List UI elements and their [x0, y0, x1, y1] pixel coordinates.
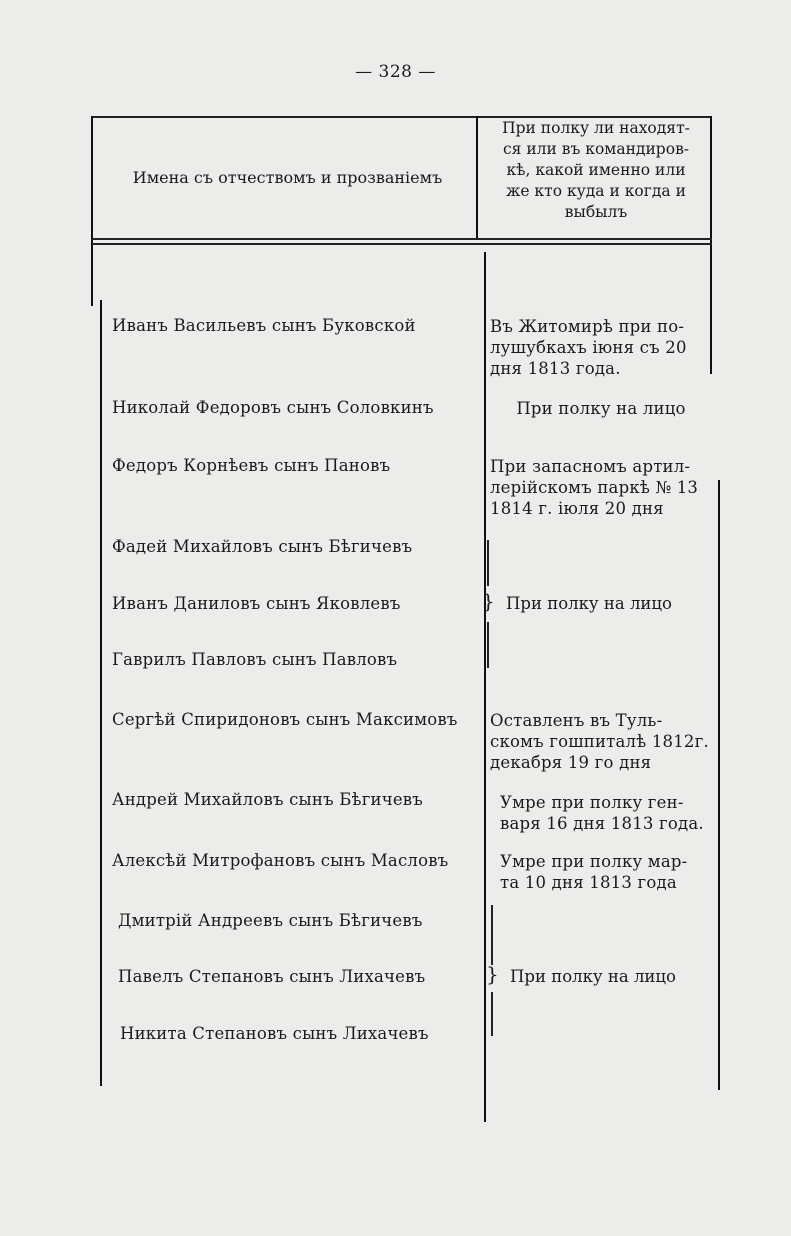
table-row-name: Гаврилъ Павловъ сынъ Павловъ	[112, 650, 398, 669]
table-row-name: Николай Федоровъ сынъ Соловкинъ	[112, 398, 434, 417]
note-line: При запасномъ артил-	[490, 457, 691, 476]
note-line: лерійскомъ паркѣ № 13	[490, 478, 699, 497]
header-line: кѣ, какой именно или	[506, 161, 686, 179]
table-row-note	[490, 456, 712, 519]
group-brace: }	[482, 589, 495, 613]
header-double-rule-bottom	[92, 243, 712, 245]
note-line: лушубкахъ іюня съ 20	[490, 338, 687, 357]
header-line: При полку ли находят-	[502, 119, 690, 137]
table-row-note	[490, 398, 712, 419]
group-note: При полку на лицо	[510, 967, 676, 986]
header-line: выбылъ	[564, 203, 628, 221]
table-right-border-lower	[718, 480, 720, 1090]
note-line: декабря 19 го дня	[490, 753, 652, 772]
table-row-name: Иванъ Даниловъ сынъ Яковлевъ	[112, 594, 401, 613]
note-line: дня 1813 года.	[490, 359, 621, 378]
note-line: Въ Житомирѣ при по-	[490, 317, 685, 336]
header-line: ся или въ командиров-	[502, 140, 690, 158]
group-note: При полку на лицо	[506, 594, 672, 613]
table-row-note	[490, 710, 712, 773]
table-row-name: Павелъ Степановъ сынъ Лихачевъ	[118, 967, 426, 986]
group-brace-line	[487, 622, 489, 668]
note-line: Оставленъ въ Туль-	[490, 711, 663, 730]
table-row-name: Андрей Михайловъ сынъ Бѣгичевъ	[112, 790, 423, 809]
column-divider-lower	[484, 252, 486, 1122]
table-row-note	[490, 316, 712, 379]
table-row-name: Иванъ Васильевъ сынъ Буковской	[112, 316, 416, 335]
table-row-note	[500, 792, 712, 834]
table-row-name: Никита Степановъ сынъ Лихачевъ	[120, 1024, 429, 1043]
table-row-name: Алексѣй Митрофановъ сынъ Масловъ	[112, 851, 449, 870]
page-number: — 328 —	[355, 62, 436, 82]
note-line: Умре при полку ген-	[500, 793, 684, 812]
table-row-name: Сергѣй Спиридоновъ сынъ Максимовъ	[112, 710, 458, 729]
group-brace: }	[486, 962, 499, 986]
note-line: варя 16 дня 1813 года.	[500, 814, 704, 833]
table-left-border-lower	[100, 300, 102, 1086]
table-row-name: Федоръ Корнѣевъ сынъ Пановъ	[112, 456, 391, 475]
note-line: 1814 г. іюля 20 дня	[490, 499, 664, 518]
table-row-name: Фадей Михайловъ сынъ Бѣгичевъ	[112, 537, 413, 556]
group-brace-line	[487, 540, 489, 586]
table-row-name: Дмитрій Андреевъ сынъ Бѣгичевъ	[118, 911, 423, 930]
column-header-names: Имена съ отчествомъ и прозваніемъ	[132, 168, 443, 187]
table-row-note	[500, 851, 712, 893]
column-header-status	[482, 118, 710, 223]
note-line: При полку на лицо	[516, 399, 686, 418]
note-line: скомъ гошпиталѣ 1812г.	[490, 732, 709, 751]
group-brace-line	[491, 992, 493, 1036]
header-double-rule-top	[92, 238, 712, 240]
group-brace-line	[491, 905, 493, 965]
note-line: та 10 дня 1813 года	[500, 873, 677, 892]
column-divider	[476, 116, 478, 240]
note-line: Умре при полку мар-	[500, 852, 688, 871]
header-line: же кто куда и когда и	[506, 182, 686, 200]
table-left-border	[91, 116, 93, 306]
